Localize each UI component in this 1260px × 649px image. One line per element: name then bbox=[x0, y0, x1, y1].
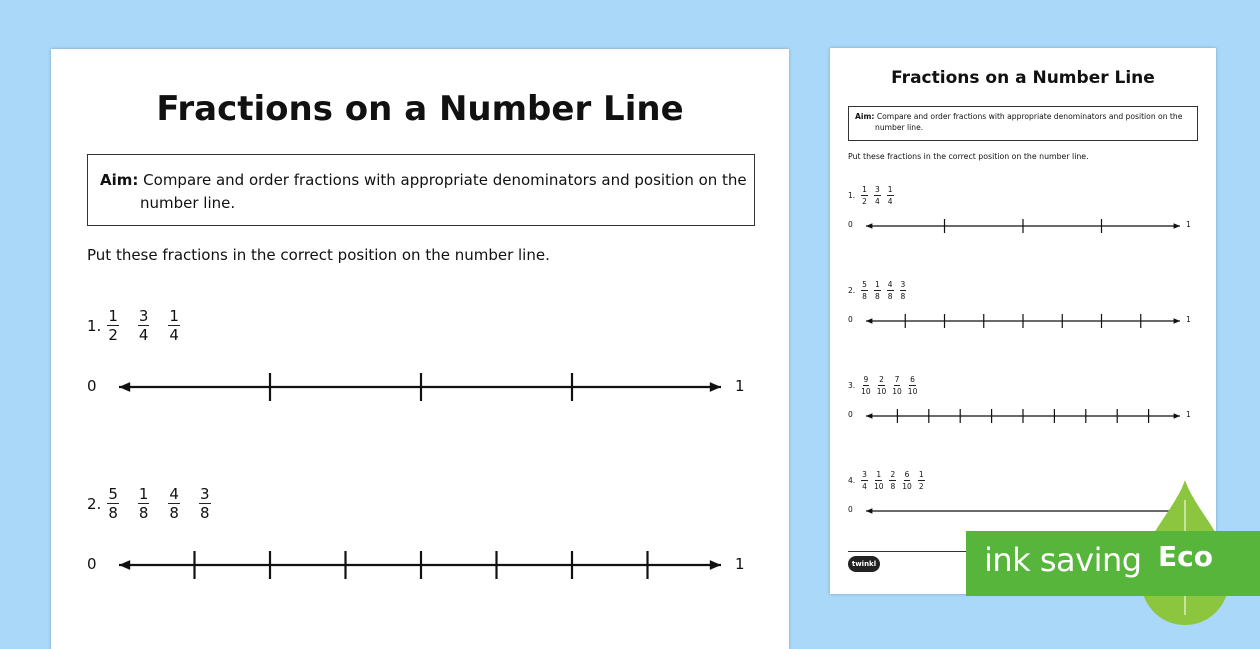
fraction-numerator: 9 bbox=[863, 375, 869, 384]
fraction bbox=[887, 281, 894, 300]
fraction-denominator: 2 bbox=[918, 481, 924, 491]
fraction-denominator: 10 bbox=[861, 386, 871, 396]
arrow-right-icon bbox=[710, 560, 721, 570]
fraction bbox=[138, 309, 150, 343]
number-line-end-label: 1 bbox=[735, 377, 745, 395]
fraction-numerator: 1 bbox=[108, 307, 118, 325]
fraction-denominator: 8 bbox=[138, 504, 149, 522]
fraction-numerator: 3 bbox=[199, 485, 210, 503]
fraction-denominator: 8 bbox=[199, 504, 210, 522]
fraction-numerator: 6 bbox=[910, 375, 915, 384]
fraction bbox=[107, 309, 119, 343]
arrow-left-icon bbox=[866, 223, 872, 229]
arrow-right-icon bbox=[1174, 413, 1180, 419]
question-number: 4. bbox=[848, 476, 856, 485]
fraction-numerator: 3 bbox=[862, 470, 867, 479]
fraction bbox=[887, 186, 894, 205]
number-line bbox=[860, 217, 1194, 235]
fraction-denominator: 4 bbox=[887, 196, 893, 206]
fraction-denominator: 10 bbox=[907, 386, 918, 396]
fraction-denominator: 4 bbox=[138, 326, 149, 344]
fraction-numerator: 6 bbox=[904, 470, 910, 479]
fraction bbox=[918, 471, 925, 490]
arrow-left-icon bbox=[119, 560, 130, 570]
fraction bbox=[889, 471, 896, 490]
number-line-start-label: 0 bbox=[848, 315, 853, 324]
fraction-denominator: 8 bbox=[887, 291, 893, 301]
number-line-end-label: 1 bbox=[1186, 315, 1191, 324]
number-line-start-label: 0 bbox=[848, 220, 853, 229]
aim-label: Aim: bbox=[855, 112, 875, 121]
question-number: 1. bbox=[87, 317, 102, 335]
number-line bbox=[113, 549, 735, 581]
question-number: 1. bbox=[848, 191, 856, 200]
question-row bbox=[848, 471, 931, 490]
fraction bbox=[168, 309, 180, 343]
fraction-numerator: 4 bbox=[169, 485, 179, 503]
fraction-denominator: 4 bbox=[874, 196, 880, 206]
fraction bbox=[874, 471, 884, 490]
fraction-denominator: 4 bbox=[169, 326, 179, 344]
aim-text-line1: Compare and order fractions with appropriate denominators and position on the bbox=[143, 171, 747, 189]
worksheet-title: Fractions on a Number Line bbox=[156, 89, 684, 129]
ink-saving-badge bbox=[966, 531, 1260, 596]
ink-saving-label: ink saving bbox=[984, 541, 1142, 579]
fraction-numerator: 5 bbox=[862, 280, 867, 289]
fraction bbox=[874, 186, 881, 205]
fraction-numerator: 1 bbox=[169, 307, 179, 325]
fraction-denominator: 8 bbox=[874, 291, 880, 301]
fraction-numerator: 3 bbox=[874, 185, 880, 194]
fraction-numerator: 2 bbox=[879, 375, 884, 384]
worksheet-title: Fractions on a Number Line bbox=[891, 68, 1155, 88]
fraction-denominator: 10 bbox=[876, 386, 887, 396]
question-row bbox=[848, 376, 923, 395]
fraction-numerator: 1 bbox=[862, 185, 867, 194]
fraction-denominator: 10 bbox=[892, 386, 902, 396]
fraction-numerator: 1 bbox=[876, 470, 882, 479]
question-row bbox=[87, 309, 199, 343]
fraction bbox=[861, 186, 868, 205]
instruction-text: Put these fractions in the correct position on the number line. bbox=[87, 246, 550, 264]
number-line-end-label: 1 bbox=[735, 555, 745, 573]
number-line bbox=[860, 312, 1194, 330]
fraction-denominator: 8 bbox=[108, 504, 118, 522]
fraction bbox=[902, 471, 912, 490]
number-line-start-label: 0 bbox=[848, 505, 853, 514]
fraction bbox=[861, 281, 868, 300]
fraction-numerator: 4 bbox=[887, 280, 893, 289]
number-line-start-label: 0 bbox=[87, 555, 97, 573]
fraction-numerator: 7 bbox=[894, 375, 900, 384]
fraction-denominator: 8 bbox=[169, 504, 179, 522]
fraction-denominator: 8 bbox=[890, 481, 896, 491]
arrow-left-icon bbox=[866, 413, 872, 419]
fraction bbox=[168, 487, 180, 521]
number-line-start-label: 0 bbox=[848, 410, 853, 419]
question-row bbox=[848, 186, 900, 205]
fraction-numerator: 5 bbox=[108, 485, 118, 503]
fraction-denominator: 4 bbox=[862, 481, 867, 491]
fraction bbox=[861, 471, 868, 490]
fraction-denominator: 10 bbox=[873, 481, 884, 491]
fraction-denominator: 10 bbox=[902, 481, 912, 491]
aim-label: Aim: bbox=[100, 171, 139, 189]
question-number: 2. bbox=[87, 495, 102, 513]
aim-box bbox=[87, 154, 755, 226]
arrow-right-icon bbox=[1174, 223, 1180, 229]
fraction bbox=[138, 487, 150, 521]
number-line-end-label: 1 bbox=[1186, 220, 1191, 229]
twinkl-logo: twinkl bbox=[848, 556, 880, 572]
fraction-numerator: 3 bbox=[138, 307, 149, 325]
aim-text-line1: Compare and order fractions with appropriate denominators and position on the bbox=[876, 112, 1183, 121]
fraction bbox=[107, 487, 119, 521]
fraction-denominator: 2 bbox=[108, 326, 118, 344]
fraction-numerator: 3 bbox=[900, 280, 906, 289]
aim-text-line2: number line. bbox=[875, 123, 924, 132]
question-number: 2. bbox=[848, 286, 856, 295]
eco-label: Eco bbox=[1158, 540, 1213, 573]
arrow-right-icon bbox=[1174, 318, 1180, 324]
question-number: 3. bbox=[848, 381, 856, 390]
worksheet-large bbox=[51, 49, 789, 649]
fraction-numerator: 1 bbox=[874, 280, 880, 289]
aim-text-line2: number line. bbox=[140, 194, 236, 212]
aim-box bbox=[848, 106, 1198, 141]
fraction bbox=[199, 487, 211, 521]
number-line-start-label: 0 bbox=[87, 377, 97, 395]
fraction-numerator: 1 bbox=[887, 185, 893, 194]
question-row bbox=[87, 487, 230, 521]
fraction bbox=[908, 376, 918, 395]
arrow-left-icon bbox=[866, 508, 872, 514]
fraction-denominator: 8 bbox=[900, 291, 906, 301]
fraction-numerator: 1 bbox=[138, 485, 149, 503]
fraction bbox=[892, 376, 902, 395]
fraction bbox=[900, 281, 907, 300]
fraction-denominator: 2 bbox=[862, 196, 867, 206]
arrow-left-icon bbox=[866, 318, 872, 324]
number-line-end-label: 1 bbox=[1186, 410, 1191, 419]
fraction-numerator: 2 bbox=[890, 470, 896, 479]
fraction-denominator: 8 bbox=[862, 291, 867, 301]
arrow-right-icon bbox=[710, 382, 721, 392]
fraction-numerator: 1 bbox=[918, 470, 924, 479]
number-line bbox=[860, 407, 1194, 425]
fraction bbox=[877, 376, 887, 395]
question-row bbox=[848, 281, 912, 300]
instruction-text: Put these fractions in the correct position on the number line. bbox=[848, 152, 1089, 161]
number-line bbox=[113, 371, 735, 403]
arrow-left-icon bbox=[119, 382, 130, 392]
fraction bbox=[861, 376, 871, 395]
fraction bbox=[874, 281, 881, 300]
